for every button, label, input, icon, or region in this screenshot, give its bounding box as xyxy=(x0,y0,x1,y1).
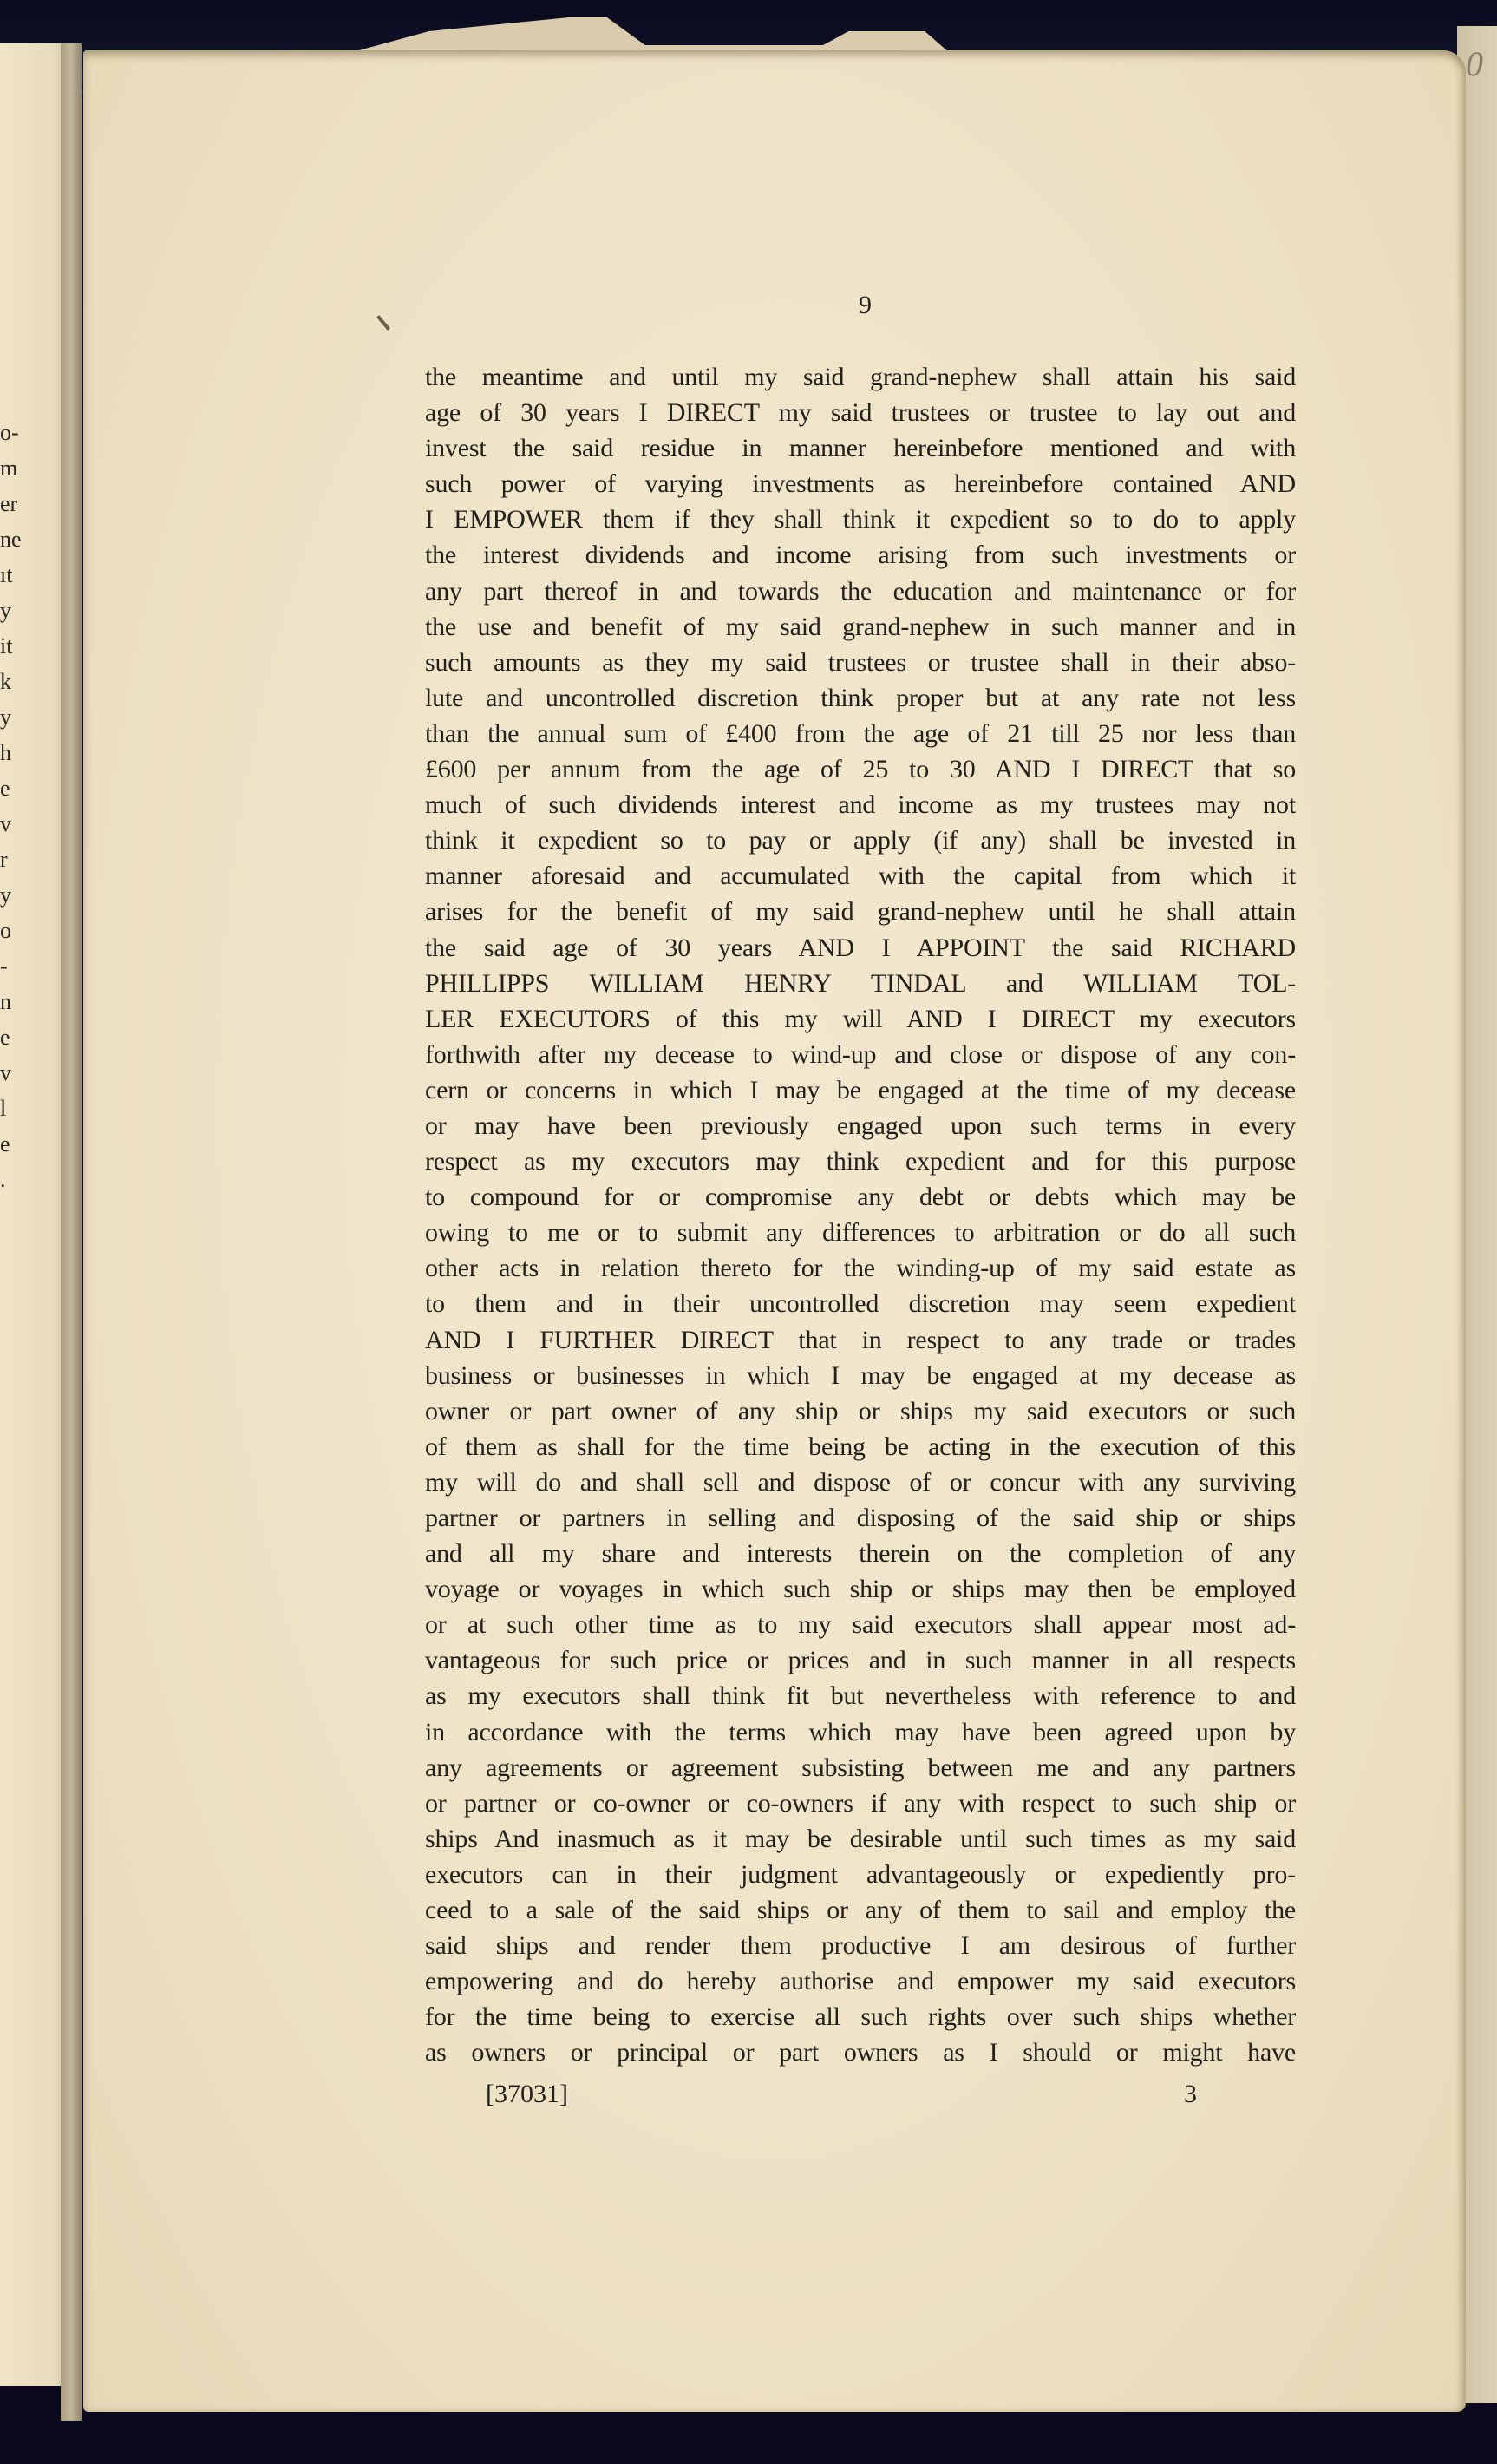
document-number: [37031] xyxy=(486,2080,568,2108)
left-page-fragment: y xyxy=(0,704,11,730)
book-gutter xyxy=(61,43,82,2421)
text-line: executors can in their judgment advantageously or expediently pro- xyxy=(425,1859,1296,1889)
left-page-fragment: y xyxy=(0,598,11,623)
left-page-fragment: er xyxy=(0,491,18,516)
left-page-fragment: o xyxy=(0,918,11,943)
text-line: or partner or co-owner or co-owners if any with respect to such ship or xyxy=(425,1788,1296,1818)
left-page-fragment: it xyxy=(0,633,13,659)
text-line: any part thereof in and towards the education and maintenance or for xyxy=(425,576,1296,606)
left-page-fragment: ıt xyxy=(0,562,13,587)
left-page-fragment: v xyxy=(0,811,11,836)
text-line: voyage or voyages in which such ship or ships may then be employed xyxy=(425,1575,1296,1604)
text-line: think it expedient so to pay or apply (if any) shall be invested in xyxy=(425,826,1296,855)
text-line: lute and uncontrolled discretion think proper but at any rate not less xyxy=(425,683,1296,712)
text-line: to compound for or compromise any debt or debts which may be xyxy=(425,1183,1296,1212)
left-page-fragment: v xyxy=(0,1060,11,1085)
left-page-fragment: y xyxy=(0,882,11,908)
left-facing-page xyxy=(0,43,68,2386)
left-page-fragment: k xyxy=(0,669,11,694)
text-line: such amounts as they my said trustees or trustee shall in their abso- xyxy=(425,647,1296,677)
text-line: partner or partners in selling and disposing of the said ship or ships xyxy=(425,1504,1296,1532)
text-line: the interest dividends and income arising from such investments or xyxy=(425,541,1296,570)
left-page-fragment: - xyxy=(0,953,8,979)
text-line: PHILLIPPS WILLIAM HENRY TINDAL and WILLIAM TOL- xyxy=(425,968,1296,998)
left-page-fragment: r xyxy=(0,847,8,872)
text-line: invest the said residue in manner hereinbefore mentioned and with xyxy=(425,434,1296,463)
left-page-fragment: m xyxy=(0,455,18,481)
left-page-fragment: o- xyxy=(0,420,19,445)
text-line: owner or part owner of any ship or ships my said executors or such xyxy=(425,1396,1296,1425)
text-line: or may have been previously engaged upon such terms in every xyxy=(425,1111,1296,1140)
left-page-fragment: e xyxy=(0,1131,10,1157)
text-line: age of 30 years I DIRECT my said trustees or trustee to lay out and xyxy=(425,398,1296,428)
body-text xyxy=(425,359,1296,2071)
text-line: vantageous for such price or prices and in such manner in all respects xyxy=(425,1646,1296,1675)
text-line: as my executors shall think fit but nevertheless with reference to and xyxy=(425,1681,1296,1711)
text-line: I EMPOWER them if they shall think it expedient so to do to apply xyxy=(425,505,1296,534)
text-line: as owners or principal or part owners as I should or might have xyxy=(425,2038,1296,2068)
text-line: the meantime and until my said grand-nephew shall attain his said xyxy=(425,363,1296,391)
text-line: ceed to a sale of the said ships or any of them to sail and employ the xyxy=(425,1896,1296,1925)
text-line: cern or concerns in which I may be engaged at the time of my decease xyxy=(425,1075,1296,1104)
text-line: than the annual sum of £400 from the age of 21 till 25 nor less than xyxy=(425,718,1296,748)
text-line: empowering and do hereby authorise and empower my said executors xyxy=(425,1967,1296,1996)
text-line: arises for the benefit of my said grand-nephew until he shall attain xyxy=(425,897,1296,927)
text-line: AND I FURTHER DIRECT that in respect to any trade or trades xyxy=(425,1325,1296,1354)
text-line: ships And inasmuch as it may be desirable until such times as my said xyxy=(425,1824,1296,1853)
text-line: LER EXECUTORS of this my will AND I DIRECT my executors xyxy=(425,1004,1296,1033)
left-page-fragment: e xyxy=(0,1025,10,1050)
left-page-fragment: e xyxy=(0,776,10,801)
text-line: the use and benefit of my said grand-nephew in such manner and in xyxy=(425,612,1296,641)
text-line: the said age of 30 years AND I APPOINT the said RICHARD xyxy=(425,933,1296,962)
page-number: 9 xyxy=(859,291,872,319)
text-line: business or businesses in which I may be engaged at my decease as xyxy=(425,1360,1296,1390)
text-line: and all my share and interests therein on the completion of any xyxy=(425,1539,1296,1569)
left-page-fragment: l xyxy=(0,1096,7,1121)
text-line: owing to me or to submit any differences to arbitration or do all such xyxy=(425,1218,1296,1248)
text-line: respect as my executors may think expedient and for this purpose xyxy=(425,1147,1296,1176)
text-line: my will do and shall sell and dispose of or concur with any surviving xyxy=(425,1467,1296,1497)
text-line: in accordance with the terms which may have been agreed upon by xyxy=(425,1717,1296,1746)
left-page-text-fragments xyxy=(0,415,22,1197)
sheet-signature: 3 xyxy=(1184,2080,1197,2108)
left-page-fragment: h xyxy=(0,740,11,765)
text-line: £600 per annum from the age of 25 to 30 AND I DIRECT that so xyxy=(425,755,1296,784)
text-line: much of such dividends interest and income as my trustees may not xyxy=(425,790,1296,820)
text-line: for the time being to exercise all such rights over such ships whether xyxy=(425,2002,1296,2032)
text-line: forthwith after my decease to wind-up and close or dispose of any con- xyxy=(425,1039,1296,1069)
text-line: said ships and render them productive I am desirous of further xyxy=(425,1931,1296,1961)
text-line: any agreements or agreement subsisting between me and any partners xyxy=(425,1753,1296,1782)
text-line: or at such other time as to my said executors shall appear most ad- xyxy=(425,1610,1296,1640)
text-line: to them and in their uncontrolled discretion may seem expedient xyxy=(425,1289,1296,1319)
text-line: such power of varying investments as hereinbefore contained AND xyxy=(425,469,1296,499)
text-line: other acts in relation thereto for the winding-up of my said estate as xyxy=(425,1254,1296,1283)
text-line: manner aforesaid and accumulated with the capital from which it xyxy=(425,862,1296,891)
margin-handwriting: 0 xyxy=(1466,44,1483,83)
left-page-fragment: ne xyxy=(0,527,22,552)
left-page-fragment: n xyxy=(0,989,11,1014)
left-page-fragment: . xyxy=(0,1167,6,1192)
text-line: of them as shall for the time being be acting in the execution of this xyxy=(425,1432,1296,1461)
